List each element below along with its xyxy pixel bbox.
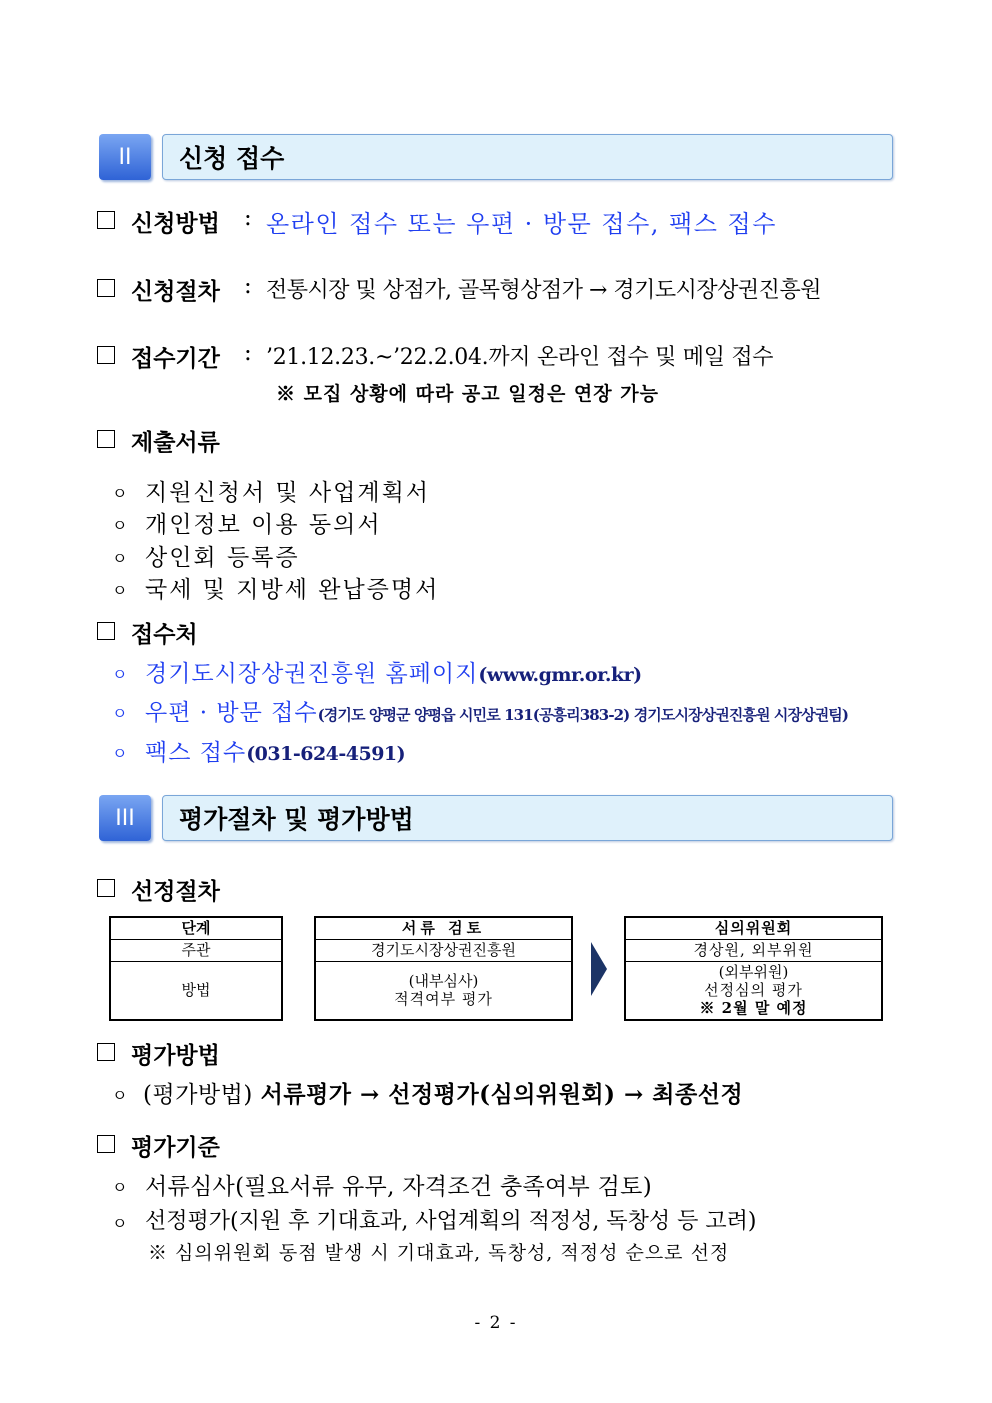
documents-item-3: 상인회 등록증: [145, 545, 300, 571]
bullet-icon: ㅇ: [112, 549, 128, 568]
stage-header: 단계: [110, 917, 282, 939]
apply-procedure-value: 전통시장 및 상점가, 골목형상점가 → 경기도시장상권진흥원: [266, 278, 821, 303]
documents-label: 제출서류: [131, 430, 220, 456]
bullet-icon: ㅇ: [112, 1086, 128, 1105]
arrow-right-icon: [589, 940, 609, 998]
document-review-header: 서류 검토: [315, 917, 572, 939]
stage-table: [109, 916, 283, 1021]
committee-organizer: 경상원, 외부위원: [625, 939, 882, 961]
apply-period-value: ’21.12.23.~’22.2.04.까지 온라인 접수 및 메일 접수: [266, 345, 774, 370]
checkbox-square-icon: [97, 1043, 115, 1061]
organizer-label: 주관: [110, 939, 282, 961]
section-title: 평가절차 및 평가방법: [162, 795, 893, 841]
bullet-icon: ㅇ: [112, 704, 128, 723]
documents-item-1: 지원신청서 및 사업계획서: [145, 480, 431, 506]
bullet-icon: ㅇ: [112, 581, 128, 600]
documents-item-2: 개인정보 이용 동의서: [145, 512, 382, 538]
checkbox-square-icon: [97, 879, 115, 897]
reception-item-1: 경기도시장상권진흥원 홈페이지(www.gmr.or.kr): [145, 661, 642, 687]
checkbox-square-icon: [97, 211, 115, 229]
separator: :: [244, 340, 252, 366]
checkbox-square-icon: [97, 279, 115, 297]
document-review-table: [314, 916, 573, 1021]
document-review-organizer: 경기도시장상권진흥원: [315, 939, 572, 961]
apply-period-note: ※ 모집 상황에 따라 공고 일정은 연장 가능: [276, 383, 659, 405]
eval-method-label: 평가방법: [131, 1043, 220, 1069]
reception-label: 접수처: [131, 622, 198, 648]
page-number: - 2 -: [474, 1313, 518, 1333]
reception-item-3: 팩스 접수(031-624-4591): [145, 740, 406, 766]
checkbox-square-icon: [97, 346, 115, 364]
apply-period-label: 접수기간: [131, 346, 220, 372]
checkbox-square-icon: [97, 1135, 115, 1153]
apply-method-label: 신청방법: [131, 211, 220, 237]
checkbox-square-icon: [97, 622, 115, 640]
document-review-method: (내부심사) 적격여부 평가: [315, 961, 572, 1020]
bullet-icon: ㅇ: [112, 516, 128, 535]
separator: :: [244, 205, 252, 231]
apply-method-value: 온라인 접수 또는 우편 · 방문 접수, 팩스 접수: [266, 210, 777, 238]
eval-criteria-item-2: 선정평가(지원 후 기대효과, 사업계획의 적정성, 독창성 등 고려): [145, 1209, 757, 1234]
apply-procedure-label: 신청절차: [131, 279, 220, 305]
bullet-icon: ㅇ: [112, 1214, 128, 1233]
documents-item-4: 국세 및 지방세 완납증명서: [145, 577, 440, 603]
bullet-icon: ㅇ: [112, 744, 128, 763]
committee-header: 심의위원회: [625, 917, 882, 939]
separator: :: [244, 273, 252, 299]
section-number-badge: III: [99, 795, 151, 841]
selection-procedure-label: 선정절차: [131, 879, 220, 905]
bullet-icon: ㅇ: [112, 1178, 128, 1197]
eval-criteria-note: ※ 심의위원회 동점 발생 시 기대효과, 독창성, 적정성 순으로 선정: [148, 1242, 730, 1264]
method-label: 방법: [110, 961, 282, 1020]
eval-criteria-label: 평가기준: [131, 1135, 220, 1161]
bullet-icon: ㅇ: [112, 484, 128, 503]
committee-method: (외부위원) 선정심의 평가 ※ 2월 말 예정: [625, 961, 882, 1020]
section-number-badge: II: [99, 134, 151, 180]
eval-criteria-item-1: 서류심사(필요서류 유무, 자격조건 충족여부 검토): [145, 1174, 652, 1200]
checkbox-square-icon: [97, 430, 115, 448]
bullet-icon: ㅇ: [112, 665, 128, 684]
section-title: 신청 접수: [162, 134, 893, 180]
reception-item-2: 우편 · 방문 접수(경기도 양평군 양평읍 시민로 131(공흥리383-2) 경기도시장상권진흥원 시장상권팀): [145, 700, 849, 726]
committee-table: [624, 916, 883, 1021]
eval-method-value: (평가방법) 서류평가 → 선정평가(심의위원회) → 최종선정: [143, 1081, 744, 1108]
